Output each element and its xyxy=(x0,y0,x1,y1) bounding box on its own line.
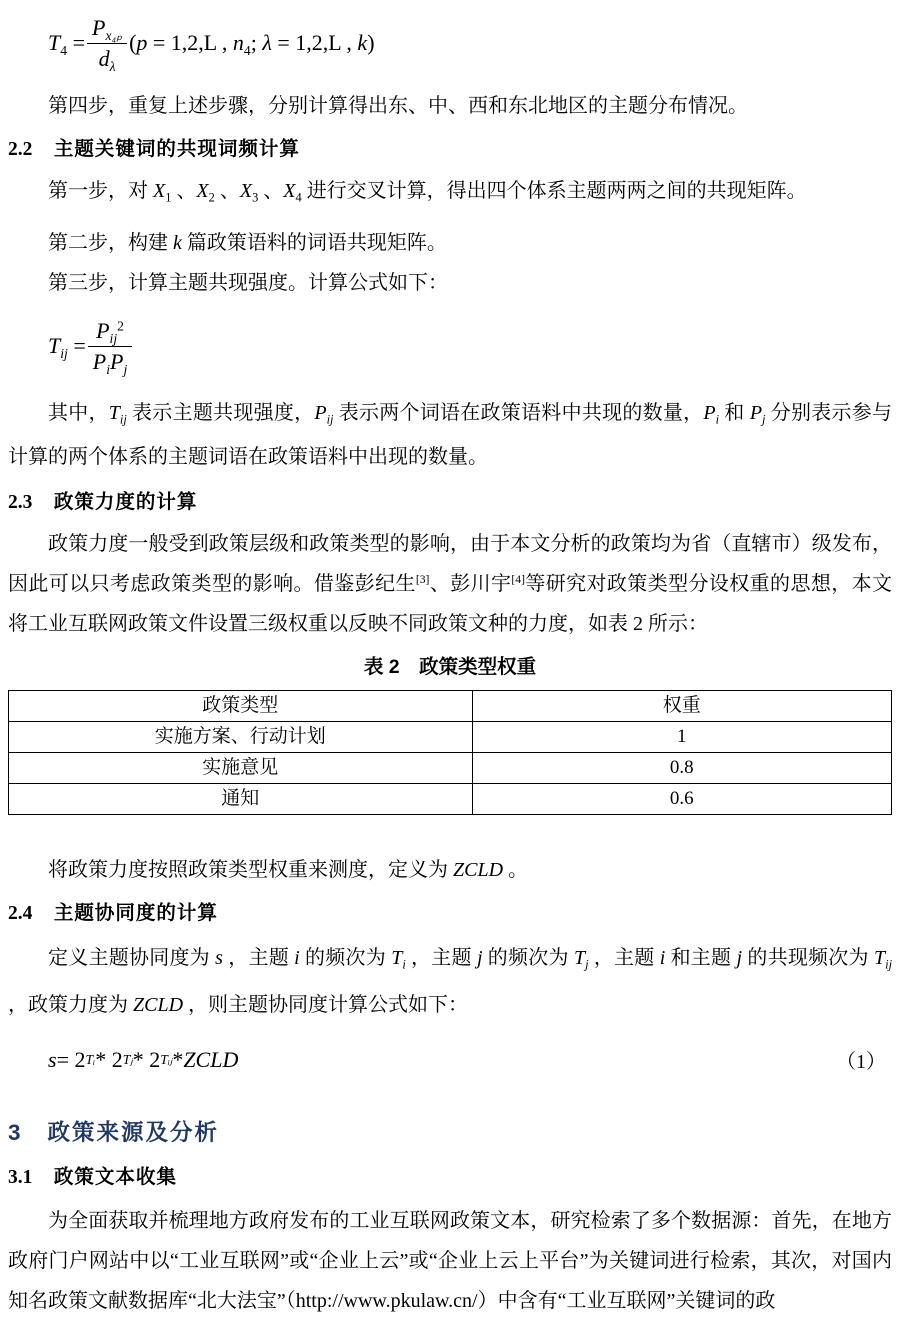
heading-title: 主题关键词的共现词频计算 xyxy=(53,138,300,160)
table-row xyxy=(9,784,892,815)
heading-number: 2.4 xyxy=(8,903,33,924)
section-heading-3-1 xyxy=(8,1164,892,1191)
table-cell-policy-type: 实施意见 xyxy=(9,753,473,784)
table-cell-policy-type: 通知 xyxy=(9,784,473,815)
section-heading-2-4 xyxy=(8,900,892,927)
table-header-policy-type: 政策类型 xyxy=(9,691,473,722)
table-cell-weight: 0.6 xyxy=(472,784,891,815)
table2-caption: 表 2 政策类型权重 xyxy=(363,656,537,678)
table-header-weight: 权重 xyxy=(472,691,891,722)
formula-tij-fraction xyxy=(88,317,133,375)
paragraph-step4: 第四步，重复上述步骤，分别计算得出东、中、西和东北地区的主题分布情况。 xyxy=(48,95,748,117)
heading-title: 主题协同度的计算 xyxy=(53,902,218,924)
heading-number: 3 xyxy=(8,1120,21,1145)
paragraph-define-synergy: 定义主题协同度为 s ，主题 i 的频次为 $T_i$ ，主题 j 的频次为 $T_j$ ，主题 i 和主题 j 的共现频次为 $T_{ij}$ ，政策力度为 ZCLD ，则主题协同度计算公式如下： xyxy=(8,947,893,1016)
formula-t4-fraction xyxy=(87,14,127,72)
formula-tij-numerator: $P_{ij}^2$ xyxy=(88,317,133,347)
heading-number: 2.3 xyxy=(8,492,33,513)
formula-tij-lhs: $T_{ij}$ = xyxy=(48,333,86,362)
table-cell-policy-type: 实施方案、行动计划 xyxy=(9,722,473,753)
equation-number: （1） xyxy=(836,1051,886,1073)
formula-t4-lhs: $T_4$ = xyxy=(48,30,85,59)
table-cell-weight: 0.8 xyxy=(472,753,891,784)
section-heading-2-2 xyxy=(8,136,892,163)
paragraph-step1: 第一步，对 $X_1$ 、$X_2$ 、$X_3$ 、$X_4$ 进行交叉计算，得出四个体系主题两两之间的共现矩阵。 xyxy=(48,180,807,205)
heading-title: 政策文本收集 xyxy=(53,1166,177,1188)
paragraph-zcld: 将政策力度按照政策类型权重来测度，定义为 ZCLD 。 xyxy=(48,859,529,881)
formula-s: s = 2 Tᵢ * 2 Tⱼ * 2 Tᵢⱼ * ZCLD xyxy=(48,1046,239,1072)
paragraph-explanation: 其中，$T_{ij}$ 表示主题共现强度，$P_{ij}$ 表示两个词语在政策语料中共现的数量，$P_i$ 和 $P_j$ 分别表示参与计算的两个体系的主题词语在政策语料中出现的数量。 xyxy=(8,402,893,468)
formula-t4-numerator: $P_{x_{4p}}$ xyxy=(87,14,127,44)
policy-type-weight-table xyxy=(8,690,892,815)
paragraph-step3: 第三步，计算主题共现强度。计算公式如下： xyxy=(48,272,448,294)
heading-number: 2.2 xyxy=(8,139,33,160)
formula-tij-denominator: $P_iP_j$ xyxy=(92,348,128,377)
paragraph-policy-strength: 政策力度一般受到政策层级和政策类型的影响，由于本文分析的政策均为省（直辖市）级发布，因此可以只考虑政策类型的影响。借鉴彭纪生[3]、彭川宇[4]等研究对政策类型分设权重的思想，本文将工业互联网政策文件设置三级权重以反映不同政策文种的力度，如表 2 所示： xyxy=(8,533,893,635)
heading-number: 3.1 xyxy=(8,1167,33,1188)
section-heading-2-3 xyxy=(8,489,892,516)
table-cell-weight: 1 xyxy=(472,722,891,753)
heading-title: 政策来源及分析 xyxy=(47,1120,220,1145)
formula-t4-condition: (p = 1,2,L , $n_4$; λ = 1,2,L , k) xyxy=(129,30,375,59)
equation-1-row xyxy=(8,1045,892,1074)
table-row xyxy=(9,722,892,753)
heading-title: 政策力度的计算 xyxy=(53,491,198,513)
chapter-heading-3 xyxy=(8,1118,892,1148)
formula-t4 xyxy=(48,14,892,72)
paragraph-text-collection: 为全面获取并梳理地方政府发布的工业互联网政策文本，研究检索了多个数据源：首先，在地方政府门户网站中以“工业互联网”或“企业上云”或“企业上云上平台”为关键词进行检索，其次，对国内知名政策文献数据库“北大法宝”（http://www.pkulaw.cn/）中含有“工业互联网”关键词的政 xyxy=(8,1210,892,1312)
paragraph-step2: 第二步，构建 k 篇政策语料的词语共现矩阵。 xyxy=(48,232,447,254)
table-header-row xyxy=(9,691,892,722)
formula-tij xyxy=(48,317,892,375)
table-row xyxy=(9,753,892,784)
formula-t4-denominator: $d_\lambda$ xyxy=(98,45,116,74)
